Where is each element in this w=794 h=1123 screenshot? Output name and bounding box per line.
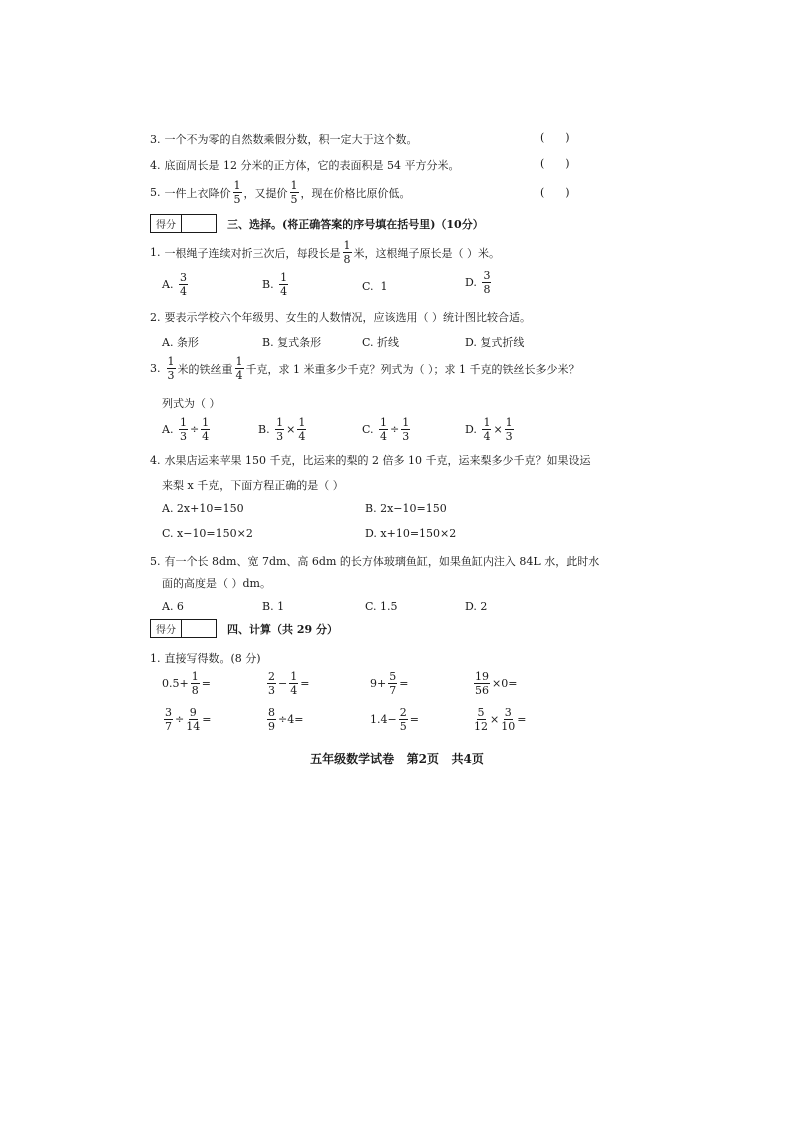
fraction: $\frac{5}{7}$	[389, 670, 397, 697]
fraction: $\frac{9}{14}$	[186, 706, 201, 733]
fraction: $\frac{3}{7}$	[165, 706, 172, 733]
calc-item[interactable]: $\frac{8}{9}$ ÷4=	[268, 706, 304, 733]
score-blank[interactable]	[182, 215, 216, 232]
question-number: 1.	[150, 651, 161, 665]
question-number: 5.	[150, 186, 161, 199]
fraction: $\frac{1}{3}$	[167, 355, 175, 382]
question-text: 有一个长 8dm、宽 7dm、高 6dm 的长方体玻璃鱼缸，如果鱼缸内注入 84L 水，此时水	[164, 555, 600, 568]
section-title: 三、选择。(将正确答案的序号填在括号里)（10分）	[227, 217, 484, 231]
fraction: $\frac{1}{3}$	[505, 416, 513, 443]
option-a[interactable]: A. 条形	[162, 336, 199, 349]
option-c[interactable]: C. $\frac{1}{4}$ ÷ $\frac{1}{3}$	[362, 416, 410, 443]
fraction: $\frac{1}{8}$	[191, 670, 199, 697]
choice-question-3	[150, 356, 579, 381]
section-3-header	[150, 214, 484, 233]
choice-question-1	[150, 240, 500, 265]
fraction: $\frac{19}{56}$	[475, 670, 489, 697]
calc-item[interactable]: 9+ $\frac{5}{7}$ =	[370, 670, 409, 697]
fraction: $\frac{1}{5}$	[233, 179, 241, 206]
calc-item[interactable]: $\frac{19}{56}$ ×0=	[475, 670, 518, 697]
question-number: 3.	[150, 362, 161, 375]
fraction: $\frac{1}{4}$	[298, 416, 306, 443]
choice-question-5	[150, 553, 599, 569]
option-b[interactable]: B. 复式条形	[262, 336, 322, 349]
score-blank[interactable]	[182, 620, 216, 637]
fraction: $\frac{3}{8}$	[483, 269, 491, 296]
fraction: $\frac{3}{10}$	[501, 706, 516, 733]
question-text-part: 一件上衣降价	[164, 186, 231, 200]
option-b[interactable]: B. $\frac{1}{3}$ × $\frac{1}{4}$	[258, 416, 306, 443]
page-footer: 五年级数学试卷 第2页 共4页	[310, 752, 484, 766]
calc-question-1	[150, 650, 261, 666]
fraction: $\frac{1}{3}$	[276, 416, 284, 443]
question-text: 水果店运来苹果 150 千克，比运来的梨的 2 倍多 10 千克，运来梨多少千克？如果设运	[164, 454, 591, 467]
question-number: 1.	[150, 246, 161, 259]
fraction: $\frac{1}{8}$	[343, 239, 351, 266]
fraction: $\frac{3}{4}$	[179, 271, 187, 298]
fraction: $\frac{2}{5}$	[399, 706, 407, 733]
question-text-line-2: 列式为（ ）	[162, 397, 221, 410]
option-d[interactable]: D. x+10=150×2	[365, 527, 457, 540]
score-label: 得分	[151, 215, 182, 232]
fraction: $\frac{5}{12}$	[474, 706, 488, 733]
option-b[interactable]: B. $\frac{1}{4}$	[262, 271, 288, 298]
fraction: $\frac{1}{4}$	[380, 416, 388, 443]
option-b[interactable]: B. 1	[262, 600, 285, 613]
section-title: 四、计算（共 29 分）	[227, 622, 338, 636]
fraction: $\frac{1}{5}$	[290, 179, 298, 206]
option-c[interactable]: C. 1	[362, 280, 388, 293]
choice-question-4	[150, 452, 590, 468]
section-4-header	[150, 619, 338, 638]
calc-item[interactable]: $\frac{3}{7}$ ÷ $\frac{9}{14}$ =	[165, 706, 212, 733]
question-text-part: ，又提价	[243, 186, 288, 200]
option-d[interactable]: D. 2	[465, 600, 488, 613]
question-text-part: 一根绳子连续对折三次后，每段长是	[164, 246, 341, 260]
question-number: 5.	[150, 554, 161, 568]
score-box	[150, 619, 217, 638]
question-text-part: ，现在价格比原价低。	[300, 186, 411, 200]
question-number: 4.	[150, 158, 161, 172]
question-number: 3.	[150, 132, 161, 146]
fraction: $\frac{1}{4}$	[202, 416, 210, 443]
option-c[interactable]: C. 折线	[362, 336, 400, 349]
option-d[interactable]: D. 复式折线	[465, 336, 525, 349]
question-text-part: 米，这根绳子原长是（ ）米。	[353, 246, 500, 260]
question-text-line-2: 来梨 x 千克，下面方程正确的是（ ）	[162, 479, 344, 492]
question-number: 2.	[150, 310, 161, 324]
judge-item-3	[150, 131, 418, 147]
score-label: 得分	[151, 620, 182, 637]
fraction: $\frac{1}{3}$	[179, 416, 187, 443]
option-a[interactable]: A. 6	[162, 600, 184, 613]
choice-question-2	[150, 309, 531, 325]
calc-item[interactable]: 1.4− $\frac{2}{5}$ =	[370, 706, 419, 733]
fraction: $\frac{1}{4}$	[235, 355, 243, 382]
option-c[interactable]: C. 1.5	[365, 600, 398, 613]
calc-item[interactable]: $\frac{5}{12}$ × $\frac{3}{10}$ =	[474, 706, 527, 733]
question-text: 直接写得数。(8 分)	[164, 652, 261, 665]
question-text: 要表示学校六个年级男、女生的人数情况，应该选用（ ）统计图比较合适。	[164, 311, 531, 324]
option-d[interactable]: D. $\frac{1}{4}$ × $\frac{1}{3}$	[465, 416, 513, 443]
fraction: $\frac{1}{3}$	[402, 416, 410, 443]
option-d[interactable]: D. $\frac{3}{8}$	[465, 269, 491, 296]
question-text-part: 米的铁丝重	[177, 362, 233, 376]
question-text: 一个不为零的自然数乘假分数，积一定大于这个数。	[164, 133, 418, 146]
score-box	[150, 214, 217, 233]
option-a[interactable]: A. 2x+10=150	[162, 502, 244, 515]
answer-blank[interactable]: ( )	[540, 186, 570, 199]
calc-item[interactable]: $\frac{2}{3}$ − $\frac{1}{4}$ =	[268, 670, 310, 697]
calc-item[interactable]: 0.5+ $\frac{1}{8}$ =	[162, 670, 211, 697]
fraction: $\frac{1}{4}$	[280, 271, 288, 298]
question-text: 底面周长是 12 分米的正方体，它的表面积是 54 平方分米。	[164, 159, 460, 172]
fraction: $\frac{8}{9}$	[268, 706, 275, 733]
question-text-line-2: 面的高度是（ ）dm。	[162, 577, 271, 590]
judge-item-5	[150, 180, 411, 205]
option-c[interactable]: C. x−10=150×2	[162, 527, 253, 540]
question-text-part: 千克，求 1 米重多少千克？列式为（ ）；求 1 千克的铁丝长多少米？	[245, 362, 580, 376]
option-a[interactable]: A. $\frac{1}{3}$ ÷ $\frac{1}{4}$	[162, 416, 210, 443]
fraction: $\frac{1}{4}$	[290, 670, 298, 697]
option-b[interactable]: B. 2x−10=150	[365, 502, 447, 515]
answer-blank[interactable]: ( )	[540, 131, 570, 144]
fraction: $\frac{1}{4}$	[483, 416, 491, 443]
question-number: 4.	[150, 453, 161, 467]
answer-blank[interactable]: ( )	[540, 157, 570, 170]
fraction: $\frac{2}{3}$	[268, 670, 275, 697]
judge-item-4	[150, 157, 459, 173]
option-a[interactable]: A. $\frac{3}{4}$	[162, 271, 187, 298]
